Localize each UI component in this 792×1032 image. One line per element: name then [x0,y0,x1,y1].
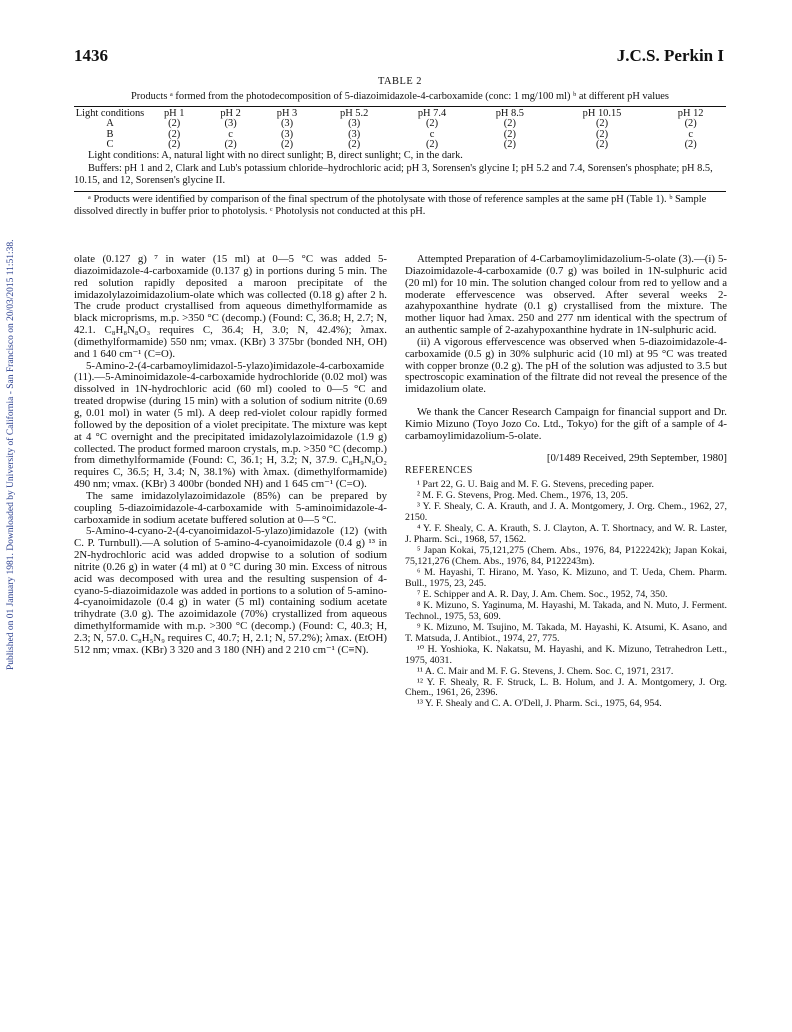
table-cell: (2) [684,138,697,150]
table-cell: (2) [425,138,439,150]
column-header: pH 7.4 [417,108,447,120]
reference-item: ² M. F. G. Stevens, Prog. Med. Chem., 1976, 13, 205. [417,490,628,502]
reference-item: ⁶ M. Hayashi, T. Hirano, M. Yaso, K. Mizuno, and T. Ueda, Chem. Pharm. Bull., 1975, 23, 245. [405,566,727,589]
table-cell: (2) [348,138,361,150]
column-header: pH 12 [677,108,704,120]
table-cell: (2) [503,118,516,130]
column-header: pH 10.15 [582,108,622,120]
reference-item: ¹³ Y. F. Shealy and C. A. O'Dell, J. Pharm. Sci., 1975, 64, 954. [417,698,662,710]
note-buffers: Buffers: pH 1 and 2, Clark and Lub's potassium chloride–hydrochloric acid; pH 3, Sorensen's glycine I; pH 5.2 and 7.4, Sorensen's phosphate; pH 8.5, 10.15, and 12, Sorensen's glycine II. [74,162,713,187]
page-number: 1436 [74,46,108,65]
reference-item: ¹¹ A. C. Mair and M. F. G. Stevens, J. Chem. Soc. C, 1971, 2317. [417,665,674,677]
table-cell: (3) [280,128,294,140]
references-list [405,480,727,710]
footnote-text: ᵃ Products were identified by comparison of the final spectrum of the photolysate with those of reference samples at the same pH (Table 1). ᵇ Sample dissolved directly in buffer prior to photolysis. ᶜ Photolysis not conducted at this pH. [74,193,707,218]
row-label: C [106,138,114,150]
table-caption: Products ᵃ formed from the photodecomposition of 5-diazoimidazole-4-carboxamide (conc: 1 mg/100 ml) ᵇ at different pH values [131,90,669,102]
paragraph: 5-Amino-2-(4-carbamoylimidazol-5-ylazo)imidazole-4-carboxamide (11).—5-Aminoimidazole-4-carboxamide hydrochloride (0.02 mol) was dissolved in 1N-hydrochloric acid (60 ml) cooled to 0—5 °C and treated dropwise (during 15 min) with a solution of sodium nitrite (0.69 g, 0.01 mol) in water (5 ml). A deep red-violet colour rapidly formed followed by the deposition of a violet precipitate. The mixture was kept at 4 °C overnight and the precipitated imidazolylazoimidazole (1.9 g) collected. The product formed maroon crystals, m.p. >350 °C (decomp.) from dimethylformamide (Found: C, 36.1; H, 3.2; N, 37.9. C₈H₉N₉O₂ requires C, 36.5; H, 3.4; N, 38.1%) with λmax. (dimethylformamide) 490 nm; νmax. (KBr) 3 400br (bonded NH) and 1 645 cm⁻¹ (C=O). [74,359,387,491]
reference-item: ¹⁰ H. Yoshioka, K. Nakatsu, M. Hayashi, and K. Mizuno, Tetrahedron Lett., 1975, 4031. [405,643,727,666]
table-cell: c [228,128,233,140]
references-heading: REFERENCES [405,464,473,476]
products-table [74,109,726,150]
table-cell: (2) [503,128,516,140]
column-header: pH 8.5 [495,108,525,120]
paragraph: (ii) A vigorous effervescence was observed when 5-diazoimidazole-4-carboxamide (0.5 g) in 30% sulphuric acid (10 ml) at 95 °C was treated with copper bronze (0.2 g). The pH of the solution was adjusted to 3.5 but spectroscopic examination of the filtrate did not reveal the presence of the imidazolium olate. [405,335,727,396]
paragraph: Attempted Preparation of 4-Carbamoylimidazolium-5-olate (3).—(i) 5-Diazoimidazole-4-carboxamide (0.7 g) was boiled in 1N-sulphuric acid (20 ml) for 10 min. The solution changed colour from red to yellow and a moderate effervescence was observed. After several weeks 2-azahypoxanthine hydrate (0.1 g) crystallised from the mixture. The mother liquor had λmax. 250 and 277 nm identical with the spectrum of an authentic sample of 2-azahypoxanthine hydrate in 1N-sulphuric acid. [405,253,727,337]
left-column [74,254,387,657]
table-rule-bottom [74,191,726,192]
table-cell: (2) [168,118,181,130]
table-notes [74,150,726,188]
table-cell: (3) [224,118,237,130]
table-cell: c [688,128,693,140]
table-cell: (3) [348,118,361,130]
table-2 [74,76,726,219]
table-cell: (3) [348,128,361,140]
reference-item: ¹ Part 22, G. U. Baig and M. F. G. Stevens, preceding paper. [417,479,654,491]
table-title: TABLE 2 [378,76,422,87]
journal-name: J.C.S. Perkin I [616,46,724,65]
paragraph: olate (0.127 g) ⁷ in water (15 ml) at 0—5 °C was added 5-diazoimidazole-4-carboxamide (0.137 g) in portions during 5 min. The red solution rapidly deposited a maroon precipitate of the imidazolylazoimidazolium-olate which was collected (0.18 g) after 2 h. The crude product crystallised from aqueous dimethylformamide as black microprisms, m.p. >350 °C (decomp.) (Found: C, 36.8; H, 2.7; N, 42.1. C₈H₈N₈O₃ requires C, 36.4; H, 3.0; N, 42.4%); λmax. (dimethylformamide) 550 nm; νmax. (KBr) 3 375br (bonded NH, OH) and 1 640 cm⁻¹ (C=O). [74,253,387,360]
note-light-conditions: Light conditions: A, natural light with no direct sunlight; B, direct sunlight; C, in the dark. [88,150,463,161]
row-label: A [106,118,114,130]
table-cell: (2) [595,128,609,140]
table-cell: (2) [595,118,609,130]
received-date: [0/1489 Received, 29th September, 1980] [546,451,727,464]
reference-item: ⁷ E. Schipper and A. R. Day, J. Am. Chem. Soc., 1952, 74, 350. [417,588,668,600]
row-label: B [106,128,114,140]
column-header: pH 3 [276,108,298,120]
column-header: pH 2 [220,108,241,120]
reference-item: ⁵ Japan Kokai, 75,121,275 (Chem. Abs., 1976, 84, P122242k); Japan Kokai, 75,121,276 (Chem. Abs., 1976, 84, P122243m). [405,545,727,568]
table-cell: (2) [503,138,516,150]
corner-header: Light conditions [75,108,145,120]
table-cell: (2) [224,138,237,150]
table-footnotes [74,194,726,219]
table-cell: (2) [168,138,181,150]
table-cell: c [429,128,435,140]
paragraph: 5-Amino-4-cyano-2-(4-cyanoimidazol-5-ylazo)imidazole (12) (with C. P. Turnbull).—A solution of 5-amino-4-cyanoimidazole (0.4 g) ¹³ in 2N-hydrochloric acid was added dropwise to a solution of sodium nitrite (0.26 g) in water (4 ml) at 0 °C during 30 min. Excess of nitrous acid was decomposed with urea and the resulting suspension of 4-cyano-5-diazoimidazole was added in portions to a solution of 5-amino-4-cyanoimidazole (0.4 g) in water (5 ml) containing sodium acetate trihydrate (3.0 g). The azoimidazole (70%) crystallized from aqueous dimethylformamide with m.p. >300 °C (decomp.) (Found: C, 40.3; H, 2.3; N, 57.0. C₈H₅N₉ requires C, 40.7; H, 2.1; N, 57.2%); λmax. (EtOH) 512 nm; νmax. (KBr) 3 320 and 3 180 (NH) and 2 210 cm⁻¹ (C≡N). [74,525,387,656]
table-row [74,140,726,150]
reference-item: ¹² Y. F. Shealy, R. F. Struck, L. B. Holum, and J. A. Montgomery, J. Org. Chem., 1961, 26, 2396. [405,676,727,699]
table-cell: (2) [168,128,181,140]
reference-item: ⁹ K. Mizuno, M. Tsujino, M. Takada, M. Hayashi, K. Atsumi, K. Asano, and T. Matsuda, J. Antibiot., 1974, 27, 775. [405,621,727,644]
right-column [405,254,727,710]
column-header: pH 5.2 [340,108,369,120]
download-watermark: Published on 01 January 1981. Downloaded by University of California - San Francisco on 20/03/2015 11:51:38. [6,239,16,670]
acknowledgement: We thank the Cancer Research Campaign for financial support and Dr. Kimio Mizuno (Toyo Jozo Co. Ltd., Tokyo) for the gift of a sample of 4-carbamoylimidazolium-5-olate. [405,406,727,442]
table-cell: (2) [280,138,294,150]
table-cell: (3) [280,118,294,130]
table-cell: (2) [684,118,697,130]
reference-item: ³ Y. F. Shealy, C. A. Krauth, and J. A. Montgomery, J. Org. Chem., 1962, 27, 2150. [405,501,727,524]
paragraph: The same imidazolylazoimidazole (85%) can be prepared by coupling 5-diazoimidazole-4-carboxamide with 5-aminoimidazole-4-carboxamide in sodium acetate buffered solution at 0—5 °C. [74,489,387,526]
reference-item: ⁴ Y. F. Shealy, C. A. Krauth, S. J. Clayton, A. T. Shortnacy, and W. R. Laster, J. Pharm. Sci., 1968, 57, 1562. [405,523,727,546]
table-rule-top [74,106,726,107]
reference-item: ⁸ K. Mizuno, S. Yaginuma, M. Hayashi, M. Takada, and N. Muto, J. Ferment. Technol., 1975, 53, 609. [405,599,727,622]
table-cell: (2) [425,118,439,130]
column-header: pH 1 [163,108,185,120]
table-cell: (2) [595,138,609,150]
